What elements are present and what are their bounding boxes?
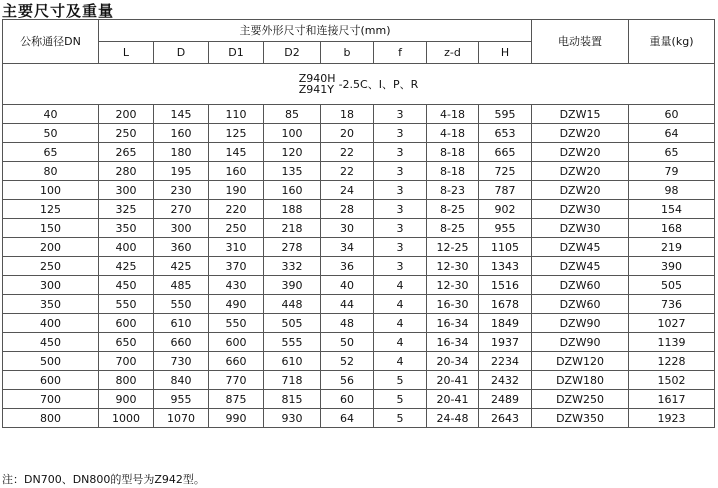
cell-dn: 400: [3, 314, 99, 333]
cell-b: 52: [321, 352, 374, 371]
table-row: [3, 295, 715, 314]
cell-weight: 64: [629, 124, 715, 143]
cell-dn: 800: [3, 409, 99, 428]
table-row: [3, 390, 715, 409]
table-row: [3, 371, 715, 390]
cell-d: 730: [154, 352, 209, 371]
cell-actuator: DZW350: [532, 409, 629, 428]
cell-actuator: DZW250: [532, 390, 629, 409]
cell-d1: 145: [209, 143, 264, 162]
cell-dn: 80: [3, 162, 99, 181]
cell-d2: 505: [264, 314, 321, 333]
cell-f: 4: [374, 295, 427, 314]
cell-l: 650: [99, 333, 154, 352]
cell-dn: 100: [3, 181, 99, 200]
cell-dn: 450: [3, 333, 99, 352]
table-row: [3, 105, 715, 124]
cell-b: 20: [321, 124, 374, 143]
cell-actuator: DZW20: [532, 181, 629, 200]
col-header-d: D: [154, 42, 209, 64]
cell-h: 653: [479, 124, 532, 143]
cell-l: 250: [99, 124, 154, 143]
cell-actuator: DZW180: [532, 371, 629, 390]
cell-d1: 550: [209, 314, 264, 333]
cell-actuator: DZW20: [532, 143, 629, 162]
cell-d: 230: [154, 181, 209, 200]
table-row: [3, 257, 715, 276]
cell-h: 902: [479, 200, 532, 219]
table-row: [3, 143, 715, 162]
cell-h: 595: [479, 105, 532, 124]
cell-weight: 1923: [629, 409, 715, 428]
col-header-b: b: [321, 42, 374, 64]
cell-d1: 770: [209, 371, 264, 390]
cell-b: 56: [321, 371, 374, 390]
cell-dn: 500: [3, 352, 99, 371]
cell-h: 1343: [479, 257, 532, 276]
cell-z-d: 8-23: [427, 181, 479, 200]
model-suffix: -2.5C、I、P、R: [338, 77, 419, 91]
col-header-z-d: z-d: [427, 42, 479, 64]
cell-f: 3: [374, 124, 427, 143]
cell-f: 4: [374, 314, 427, 333]
cell-b: 22: [321, 162, 374, 181]
cell-actuator: DZW30: [532, 200, 629, 219]
cell-d: 360: [154, 238, 209, 257]
cell-h: 725: [479, 162, 532, 181]
cell-l: 325: [99, 200, 154, 219]
cell-h: 2234: [479, 352, 532, 371]
cell-b: 48: [321, 314, 374, 333]
col-header-d1: D1: [209, 42, 264, 64]
cell-actuator: DZW90: [532, 333, 629, 352]
cell-dn: 700: [3, 390, 99, 409]
cell-dn: 200: [3, 238, 99, 257]
cell-z-d: 12-30: [427, 257, 479, 276]
cell-d1: 220: [209, 200, 264, 219]
table-row: [3, 181, 715, 200]
cell-d1: 160: [209, 162, 264, 181]
cell-d2: 85: [264, 105, 321, 124]
cell-d: 660: [154, 333, 209, 352]
cell-f: 3: [374, 105, 427, 124]
col-header-d2: D2: [264, 42, 321, 64]
cell-f: 3: [374, 162, 427, 181]
cell-l: 400: [99, 238, 154, 257]
cell-l: 900: [99, 390, 154, 409]
cell-weight: 60: [629, 105, 715, 124]
cell-z-d: 4-18: [427, 124, 479, 143]
cell-dn: 150: [3, 219, 99, 238]
cell-l: 425: [99, 257, 154, 276]
table-row: [3, 333, 715, 352]
cell-d1: 370: [209, 257, 264, 276]
table-row: [3, 200, 715, 219]
cell-z-d: 8-18: [427, 162, 479, 181]
cell-h: 2643: [479, 409, 532, 428]
cell-weight: 1139: [629, 333, 715, 352]
cell-z-d: 16-34: [427, 314, 479, 333]
cell-l: 350: [99, 219, 154, 238]
table-row: [3, 352, 715, 371]
cell-l: 800: [99, 371, 154, 390]
footnote: 注：DN700、DN800的型号为Z942型。: [2, 473, 205, 486]
table-row: [3, 314, 715, 333]
cell-d1: 875: [209, 390, 264, 409]
cell-actuator: DZW15: [532, 105, 629, 124]
cell-d1: 430: [209, 276, 264, 295]
cell-l: 600: [99, 314, 154, 333]
cell-actuator: DZW60: [532, 295, 629, 314]
cell-d2: 390: [264, 276, 321, 295]
cell-f: 4: [374, 276, 427, 295]
cell-h: 1105: [479, 238, 532, 257]
cell-d1: 310: [209, 238, 264, 257]
cell-z-d: 20-41: [427, 390, 479, 409]
cell-z-d: 8-25: [427, 200, 479, 219]
cell-actuator: DZW120: [532, 352, 629, 371]
cell-d: 180: [154, 143, 209, 162]
cell-d: 300: [154, 219, 209, 238]
cell-dn: 250: [3, 257, 99, 276]
cell-f: 5: [374, 371, 427, 390]
model-code-1: Z940H: [298, 72, 336, 85]
cell-d2: 135: [264, 162, 321, 181]
cell-l: 550: [99, 295, 154, 314]
cell-d2: 278: [264, 238, 321, 257]
cell-l: 280: [99, 162, 154, 181]
cell-z-d: 4-18: [427, 105, 479, 124]
cell-f: 3: [374, 257, 427, 276]
cell-weight: 98: [629, 181, 715, 200]
cell-d2: 160: [264, 181, 321, 200]
cell-weight: 505: [629, 276, 715, 295]
cell-l: 300: [99, 181, 154, 200]
cell-d: 550: [154, 295, 209, 314]
cell-h: 665: [479, 143, 532, 162]
cell-z-d: 12-25: [427, 238, 479, 257]
cell-dn: 65: [3, 143, 99, 162]
cell-f: 3: [374, 181, 427, 200]
cell-b: 24: [321, 181, 374, 200]
spec-table: [2, 19, 715, 428]
cell-d: 160: [154, 124, 209, 143]
cell-d1: 490: [209, 295, 264, 314]
cell-h: 1937: [479, 333, 532, 352]
cell-d: 145: [154, 105, 209, 124]
cell-d2: 120: [264, 143, 321, 162]
cell-l: 200: [99, 105, 154, 124]
col-header-f: f: [374, 42, 427, 64]
header-actuator: 电动装置: [532, 20, 629, 64]
cell-b: 34: [321, 238, 374, 257]
cell-weight: 219: [629, 238, 715, 257]
model-code-2: Z941Y: [298, 83, 335, 96]
cell-z-d: 20-34: [427, 352, 479, 371]
cell-z-d: 24-48: [427, 409, 479, 428]
cell-dn: 350: [3, 295, 99, 314]
header-weight: 重量(kg): [629, 20, 715, 64]
cell-b: 28: [321, 200, 374, 219]
cell-weight: 154: [629, 200, 715, 219]
cell-b: 22: [321, 143, 374, 162]
cell-weight: 79: [629, 162, 715, 181]
cell-f: 4: [374, 352, 427, 371]
cell-f: 5: [374, 390, 427, 409]
cell-dn: 40: [3, 105, 99, 124]
table-row: [3, 124, 715, 143]
cell-d2: 100: [264, 124, 321, 143]
table-row: [3, 162, 715, 181]
page-title: 主要尺寸及重量: [2, 2, 115, 20]
cell-d1: 190: [209, 181, 264, 200]
cell-actuator: DZW45: [532, 257, 629, 276]
cell-weight: 168: [629, 219, 715, 238]
table-row: [3, 409, 715, 428]
cell-b: 44: [321, 295, 374, 314]
cell-d2: 815: [264, 390, 321, 409]
col-header-l: L: [99, 42, 154, 64]
cell-dn: 600: [3, 371, 99, 390]
table-row: [3, 219, 715, 238]
cell-f: 3: [374, 219, 427, 238]
col-header-h: H: [479, 42, 532, 64]
model-cell: [3, 64, 715, 105]
cell-d2: 188: [264, 200, 321, 219]
cell-d1: 110: [209, 105, 264, 124]
table-row: [3, 238, 715, 257]
model-row: [3, 64, 715, 105]
cell-h: 1516: [479, 276, 532, 295]
cell-d2: 448: [264, 295, 321, 314]
cell-f: 5: [374, 409, 427, 428]
cell-weight: 65: [629, 143, 715, 162]
cell-l: 700: [99, 352, 154, 371]
cell-b: 36: [321, 257, 374, 276]
cell-d: 840: [154, 371, 209, 390]
cell-dn: 300: [3, 276, 99, 295]
cell-actuator: DZW90: [532, 314, 629, 333]
table-row: [3, 276, 715, 295]
cell-l: 265: [99, 143, 154, 162]
cell-h: 2432: [479, 371, 532, 390]
cell-h: 1678: [479, 295, 532, 314]
cell-d: 425: [154, 257, 209, 276]
cell-l: 1000: [99, 409, 154, 428]
cell-f: 3: [374, 238, 427, 257]
cell-h: 787: [479, 181, 532, 200]
cell-d1: 660: [209, 352, 264, 371]
cell-weight: 1617: [629, 390, 715, 409]
cell-d: 610: [154, 314, 209, 333]
cell-actuator: DZW30: [532, 219, 629, 238]
cell-weight: 736: [629, 295, 715, 314]
cell-h: 1849: [479, 314, 532, 333]
cell-actuator: DZW20: [532, 124, 629, 143]
cell-weight: 390: [629, 257, 715, 276]
cell-d2: 610: [264, 352, 321, 371]
cell-d1: 250: [209, 219, 264, 238]
cell-dn: 50: [3, 124, 99, 143]
cell-d: 270: [154, 200, 209, 219]
cell-d1: 125: [209, 124, 264, 143]
cell-d: 195: [154, 162, 209, 181]
cell-weight: 1228: [629, 352, 715, 371]
cell-d2: 218: [264, 219, 321, 238]
cell-z-d: 16-30: [427, 295, 479, 314]
cell-d: 955: [154, 390, 209, 409]
cell-b: 60: [321, 390, 374, 409]
cell-f: 4: [374, 333, 427, 352]
cell-d: 485: [154, 276, 209, 295]
cell-z-d: 12-30: [427, 276, 479, 295]
cell-actuator: DZW20: [532, 162, 629, 181]
cell-b: 18: [321, 105, 374, 124]
cell-z-d: 8-25: [427, 219, 479, 238]
header-row: [3, 20, 715, 42]
cell-d2: 555: [264, 333, 321, 352]
cell-l: 450: [99, 276, 154, 295]
cell-actuator: DZW60: [532, 276, 629, 295]
cell-d2: 718: [264, 371, 321, 390]
header-nominal-diameter: 公称通径DN: [3, 20, 99, 64]
cell-z-d: 20-41: [427, 371, 479, 390]
cell-z-d: 8-18: [427, 143, 479, 162]
header-dimensions-group: 主要外形尺寸和连接尺寸(mm): [99, 20, 532, 42]
cell-d1: 600: [209, 333, 264, 352]
cell-actuator: DZW45: [532, 238, 629, 257]
cell-b: 30: [321, 219, 374, 238]
cell-weight: 1502: [629, 371, 715, 390]
cell-z-d: 16-34: [427, 333, 479, 352]
cell-d2: 332: [264, 257, 321, 276]
cell-d: 1070: [154, 409, 209, 428]
cell-f: 3: [374, 200, 427, 219]
cell-b: 50: [321, 333, 374, 352]
cell-d2: 930: [264, 409, 321, 428]
cell-weight: 1027: [629, 314, 715, 333]
cell-h: 2489: [479, 390, 532, 409]
cell-dn: 125: [3, 200, 99, 219]
cell-f: 3: [374, 143, 427, 162]
cell-b: 64: [321, 409, 374, 428]
cell-h: 955: [479, 219, 532, 238]
cell-d1: 990: [209, 409, 264, 428]
cell-b: 40: [321, 276, 374, 295]
